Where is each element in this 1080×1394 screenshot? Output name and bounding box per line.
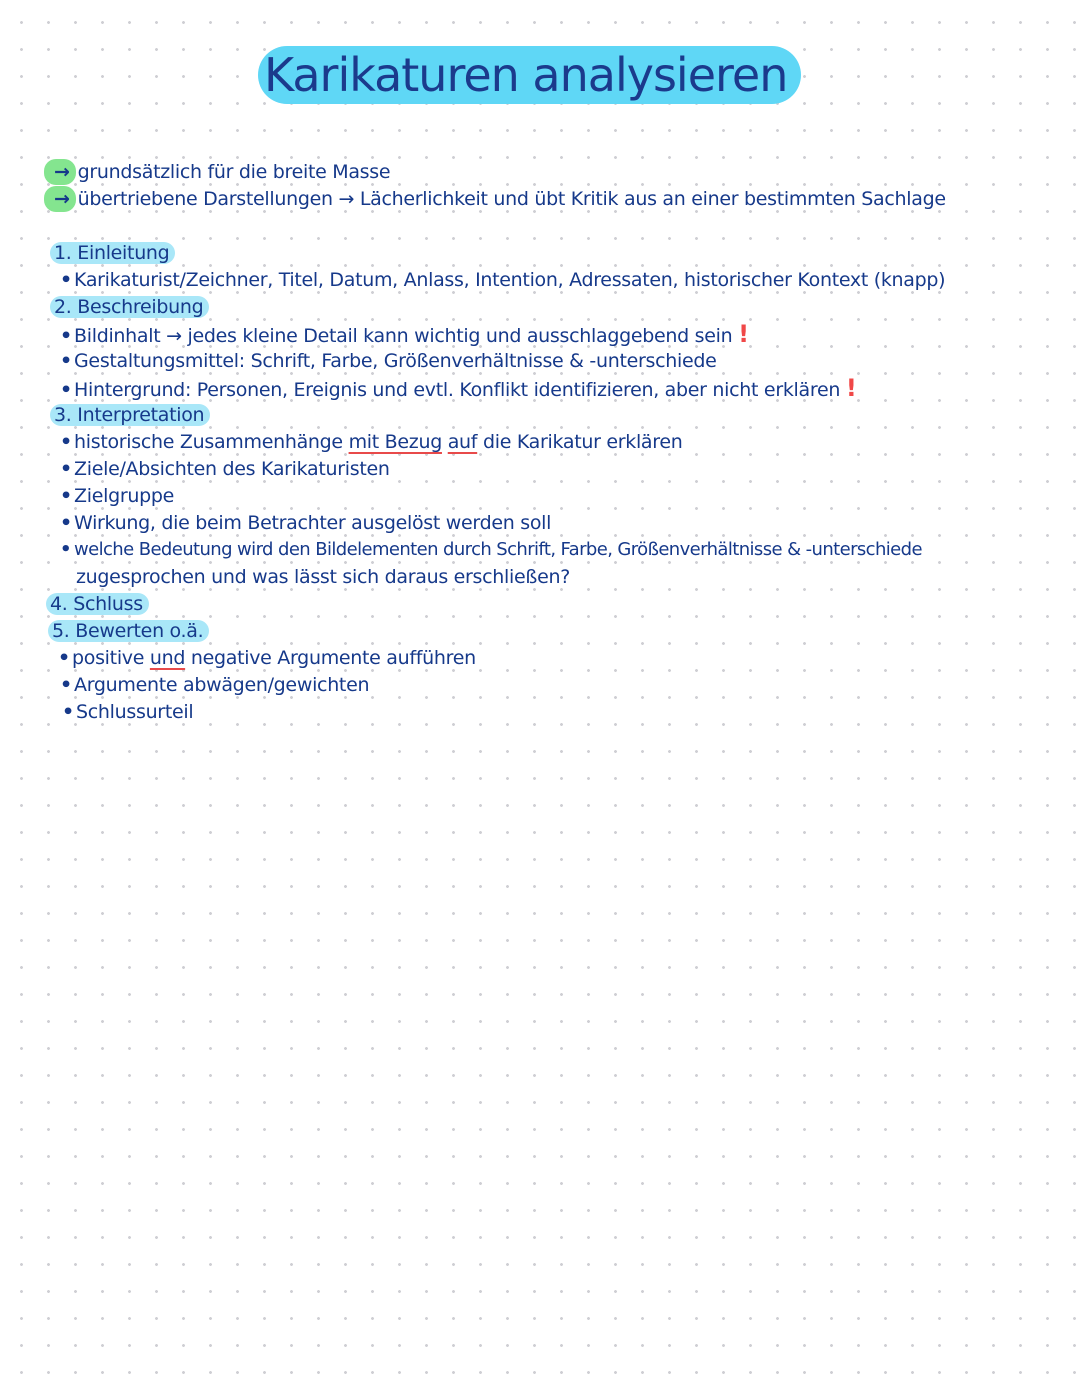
heading-label: 4. Schluss <box>46 593 149 615</box>
list-item-text: welche Bedeutung wird den Bildelementen durch Schrift, Farbe, Größenverhältnisse & -unterschiede <box>74 539 922 560</box>
arrow-icon: → <box>44 186 76 212</box>
list-item <box>60 375 856 403</box>
intro-text-2: übertriebene Darstellungen → Lächerlichkeit und übt Kritik aus an einer bestimmten Sachlage <box>77 188 946 210</box>
list-item-text: Wirkung, die beim Betrachter ausgelöst werden soll <box>74 512 552 534</box>
list-item-text: Zielgruppe <box>74 485 174 507</box>
list-item <box>60 348 717 374</box>
bullet-icon: • <box>60 539 71 560</box>
heading-label: 3. Interpretation <box>50 404 210 426</box>
bullet-icon: • <box>60 431 72 453</box>
bullet-icon: • <box>60 325 72 347</box>
underlined-auf: auf <box>447 431 478 453</box>
bullet-icon: • <box>60 350 72 372</box>
arrow-icon: → <box>44 159 76 185</box>
list-item <box>60 267 945 293</box>
section-heading-bewerten <box>48 618 209 644</box>
list-item <box>60 537 922 563</box>
list-item <box>58 645 476 671</box>
list-item-text-end: die Karikatur erklären <box>482 431 683 453</box>
list-item-text: Ziele/Absichten des Karikaturisten <box>74 458 390 480</box>
list-item-text: Gestaltungsmittel: Schrift, Farbe, Größenverhältnisse & -unterschiede <box>74 350 717 372</box>
list-item <box>60 456 390 482</box>
intro-line-2 <box>44 186 946 212</box>
list-item <box>60 321 749 349</box>
bullet-icon: • <box>62 701 74 723</box>
bullet-icon: • <box>60 458 72 480</box>
list-item <box>62 699 193 725</box>
section-heading-einleitung <box>50 240 175 266</box>
list-item <box>60 483 174 509</box>
list-item-text: Schlussurteil <box>76 701 194 723</box>
bullet-icon: • <box>58 647 70 669</box>
bullet-icon: • <box>60 379 72 401</box>
list-item-text-end: negative Argumente aufführen <box>190 647 476 669</box>
list-item <box>60 429 683 455</box>
bullet-icon: • <box>60 269 72 291</box>
underlined-mit-bezug: mit Bezug <box>348 431 442 453</box>
list-item <box>60 672 369 698</box>
intro-line-1 <box>44 159 390 185</box>
bullet-icon: • <box>60 485 72 507</box>
heading-label: 1. Einleitung <box>50 242 175 264</box>
list-item-text: zugesprochen und was lässt sich daraus erschließen? <box>76 566 570 588</box>
section-heading-interpretation <box>50 402 210 428</box>
bullet-icon: • <box>60 512 72 534</box>
list-item-text: historische Zusammenhänge <box>74 431 343 453</box>
section-heading-schluss <box>46 591 149 617</box>
list-item-text: Bildinhalt → jedes kleine Detail kann wichtig und ausschlaggebend sein <box>74 325 733 347</box>
page-title: Karikaturen analysieren <box>258 46 801 104</box>
list-item <box>60 510 551 536</box>
section-heading-beschreibung <box>50 294 209 320</box>
intro-text-1: grundsätzlich für die breite Masse <box>77 161 391 183</box>
list-item-continuation <box>76 564 570 590</box>
exclamation-icon: ! <box>738 320 749 348</box>
list-item-text: Argumente abwägen/gewichten <box>74 674 370 696</box>
list-item-text: Hintergrund: Personen, Ereignis und evtl. Konflikt identifizieren, aber nicht erklären <box>74 379 841 401</box>
list-item-text: positive <box>72 647 145 669</box>
exclamation-icon: ! <box>845 374 857 402</box>
list-item-text: Karikaturist/Zeichner, Titel, Datum, Anlass, Intention, Adressaten, historischer Kontext (knapp) <box>74 269 946 291</box>
heading-label: 2. Beschreibung <box>50 296 209 318</box>
underlined-und: und <box>149 647 186 669</box>
bullet-icon: • <box>60 674 72 696</box>
heading-label: 5. Bewerten o.ä. <box>48 620 209 642</box>
